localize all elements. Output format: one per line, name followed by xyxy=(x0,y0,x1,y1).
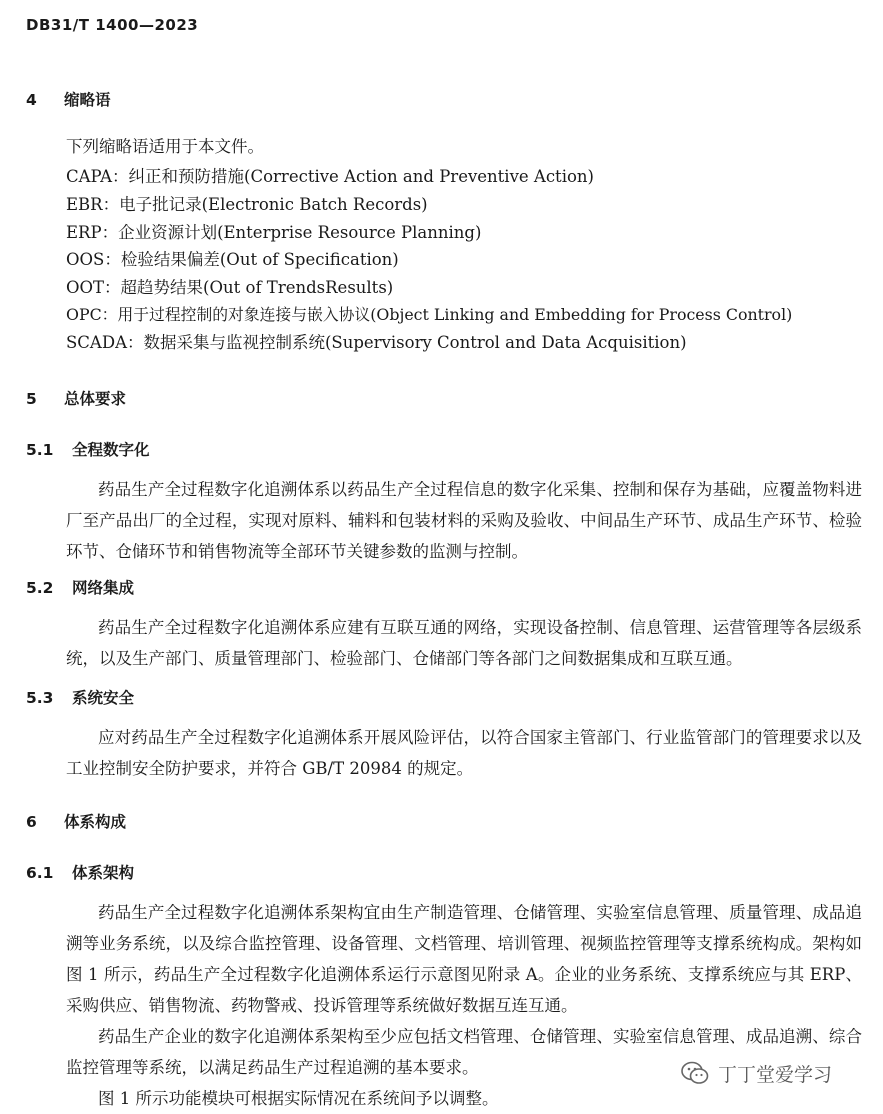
section-number: 5 xyxy=(26,390,37,408)
watermark xyxy=(680,1058,832,1088)
abbrev-item-oot: OOT：超趋势结果(Out of TrendsResults) xyxy=(66,278,394,297)
abbrev-intro: 下列缩略语适用于本文件。 xyxy=(66,137,264,156)
paragraph-5-2 xyxy=(66,612,862,674)
section-5-2-heading xyxy=(26,576,134,598)
section-6-1-heading xyxy=(26,861,134,883)
section-title: 体系构成 xyxy=(64,813,127,831)
abbrev-item-capa: CAPA：纠正和预防措施(Corrective Action and Preventive Action) xyxy=(66,167,594,186)
section-number: 5.3 xyxy=(26,689,54,707)
section-6-heading xyxy=(26,810,126,832)
paragraph-text: 图 1 所示功能模块可根据实际情况在系统间予以调整。 xyxy=(98,1089,499,1108)
section-number: 5.1 xyxy=(26,441,54,459)
paragraph-text: 药品生产企业的数字化追溯体系架构至少应包括文档管理、仓储管理、实验室信息管理、成品追溯、综合监控管理等系统，以满足药品生产过程追溯的基本要求。 xyxy=(66,1027,862,1077)
paragraph-5-3 xyxy=(66,722,862,784)
section-5-1-heading xyxy=(26,438,150,460)
abbrev-item-opc: OPC：用于过程控制的对象连接与嵌入协议(Object Linking and Embedding for Process Control) xyxy=(66,305,793,324)
paragraph-text: 药品生产全过程数字化追溯体系架构宜由生产制造管理、仓储管理、实验室信息管理、质量管理、成品追溯等业务系统，以及综合监控管理、设备管理、文档管理、培训管理、视频监控管理等支撑系统构成。架构如图 1 所示，药品生产全过程数字化追溯体系运行示意图见附录 A。企业的业务系统、支撑系统应与其 ERP、采购供应、销售物流、药物警戒、投诉管理等系统做好数据互连互通。 xyxy=(66,903,862,1015)
section-title: 体系架构 xyxy=(72,864,135,882)
watermark-text: 丁丁堂爱学习 xyxy=(718,1063,833,1086)
paragraph-text: 应对药品生产全过程数字化追溯体系开展风险评估，以符合国家主管部门、行业监管部门的管理要求以及工业控制安全防护要求，并符合 GB/T 20984 的规定。 xyxy=(66,728,862,778)
paragraph-text: 药品生产全过程数字化追溯体系以药品生产全过程信息的数字化采集、控制和保存为基础，应覆盖物料进厂至产品出厂的全过程，实现对原料、辅料和包装材料的采购及验收、中间品生产环节、成品生产环节、检验环节、仓储环节和销售物流等全部环节关键参数的监测与控制。 xyxy=(66,480,862,561)
section-5-3-heading xyxy=(26,686,134,708)
wechat-icon xyxy=(680,1058,710,1088)
section-title: 系统安全 xyxy=(72,689,135,707)
section-4-heading xyxy=(26,88,111,110)
abbrev-item-scada: SCADA：数据采集与监视控制系统(Supervisory Control and Data Acquisition) xyxy=(66,333,687,352)
abbrev-item-ebr: EBR：电子批记录(Electronic Batch Records) xyxy=(66,195,428,214)
paragraph-5-1 xyxy=(66,474,862,567)
section-title: 全程数字化 xyxy=(72,441,150,459)
section-title: 缩略语 xyxy=(64,91,111,109)
section-number: 6.1 xyxy=(26,864,54,882)
paragraph-text: 药品生产全过程数字化追溯体系应建有互联互通的网络，实现设备控制、信息管理、运营管理等各层级系统，以及生产部门、质量管理部门、检验部门、仓储部门等各部门之间数据集成和互联互通。 xyxy=(66,618,862,668)
section-title: 网络集成 xyxy=(72,579,135,597)
section-5-heading xyxy=(26,387,126,409)
document-id: DB31/T 1400—2023 xyxy=(26,16,199,34)
section-title: 总体要求 xyxy=(64,390,127,408)
abbrev-item-oos: OOS：检验结果偏差(Out of Specification) xyxy=(66,250,399,269)
section-number: 6 xyxy=(26,813,37,831)
section-number: 4 xyxy=(26,91,37,109)
section-number: 5.2 xyxy=(26,579,54,597)
abbrev-item-erp: ERP：企业资源计划(Enterprise Resource Planning) xyxy=(66,223,482,242)
